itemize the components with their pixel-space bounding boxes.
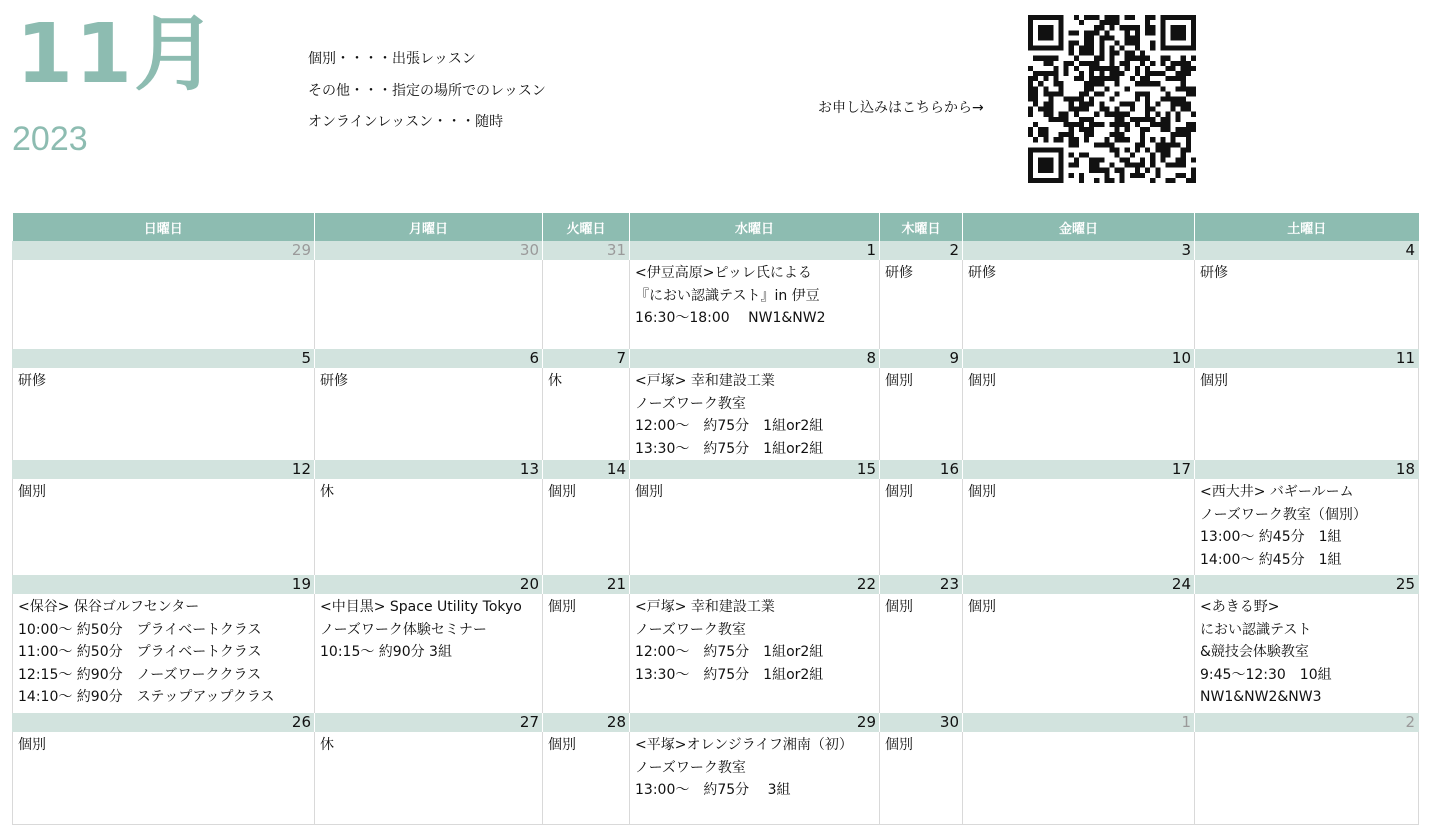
day-number: 9 — [880, 349, 963, 368]
day-number: 18 — [1195, 460, 1419, 479]
year-label: 2023 — [12, 120, 88, 158]
weekday-monday: 月曜日 — [315, 213, 543, 241]
day-cell[interactable] — [880, 732, 963, 824]
day-cell[interactable] — [543, 368, 630, 460]
day-cell[interactable] — [630, 594, 880, 713]
event-line: 14:10〜 約90分 ステップアップクラス — [18, 689, 275, 705]
event-line: 個別 — [885, 484, 913, 500]
day-cell[interactable] — [543, 594, 630, 713]
day-number: 19 — [13, 575, 315, 594]
day-number: 30 — [880, 713, 963, 732]
event-line: 個別 — [18, 484, 46, 500]
event-line: 9:45〜12:30 10組 — [1200, 666, 1332, 683]
day-number: 14 — [543, 460, 630, 479]
day-number: 17 — [963, 460, 1195, 479]
day-number: 22 — [630, 575, 880, 594]
day-cell[interactable] — [880, 594, 963, 713]
weekday-friday: 金曜日 — [963, 213, 1195, 241]
event-line: 休 — [548, 373, 562, 389]
day-number: 29 — [13, 241, 315, 260]
event-line: 研修 — [1200, 265, 1228, 281]
day-number: 16 — [880, 460, 963, 479]
day-number: 11 — [1195, 349, 1419, 368]
event-line: <平塚>オレンジライフ湘南（初） — [635, 737, 853, 753]
event-line: 休 — [320, 737, 334, 753]
day-cell[interactable] — [1195, 594, 1419, 713]
event-line: 個別 — [548, 599, 576, 615]
weekday-wednesday: 水曜日 — [630, 213, 880, 241]
event-line: <あきる野> — [1200, 599, 1280, 615]
event-line: 個別 — [1200, 373, 1228, 389]
weekday-header-row — [13, 213, 1419, 241]
day-number: 6 — [315, 349, 543, 368]
event-line: 個別 — [968, 373, 996, 389]
day-cell[interactable] — [315, 594, 543, 713]
event-line: 研修 — [968, 265, 996, 281]
event-line: <戸塚> 幸和建設工業 — [635, 373, 775, 389]
day-cell[interactable] — [1195, 479, 1419, 575]
event-line: 12:00〜 約75分 1組or2組 — [635, 418, 824, 434]
legend-item-individual: 個別・・・・出張レッスン — [308, 51, 476, 67]
day-cell[interactable] — [1195, 260, 1419, 349]
day-number: 25 — [1195, 575, 1419, 594]
event-line: 『におい認識テスト』in 伊豆 — [635, 287, 820, 304]
day-number: 31 — [543, 241, 630, 260]
day-cell[interactable] — [315, 368, 543, 460]
day-number: 2 — [1195, 713, 1419, 732]
event-line: <戸塚> 幸和建設工業 — [635, 599, 775, 615]
day-number: 24 — [963, 575, 1195, 594]
week-date-row — [13, 460, 1419, 479]
day-cell[interactable] — [963, 479, 1195, 575]
event-line: 16:30〜18:00 NW1&NW2 — [635, 310, 826, 326]
day-cell[interactable] — [1195, 732, 1419, 824]
day-cell[interactable] — [880, 368, 963, 460]
event-line: ノーズワーク体験セミナー — [320, 621, 487, 638]
day-cell[interactable] — [13, 260, 315, 349]
calendar-grid — [12, 213, 1419, 825]
day-cell[interactable] — [630, 479, 880, 575]
day-cell[interactable] — [13, 479, 315, 575]
weekday-sunday: 日曜日 — [13, 213, 315, 241]
day-cell[interactable] — [13, 594, 315, 713]
day-number: 30 — [315, 241, 543, 260]
day-number: 1 — [963, 713, 1195, 732]
event-line: 個別 — [885, 373, 913, 389]
month-title: 11月 — [16, 7, 219, 102]
week-event-row — [13, 479, 1419, 575]
week-date-row — [13, 713, 1419, 732]
event-line: 13:00〜 約75分 3組 — [635, 782, 791, 798]
week-event-row — [13, 594, 1419, 713]
day-cell[interactable] — [880, 260, 963, 349]
day-number: 20 — [315, 575, 543, 594]
week-date-row — [13, 241, 1419, 260]
day-number: 7 — [543, 349, 630, 368]
day-number: 15 — [630, 460, 880, 479]
week-event-row — [13, 368, 1419, 460]
day-number: 12 — [13, 460, 315, 479]
day-number: 4 — [1195, 241, 1419, 260]
event-line: <伊豆高原>ピッレ氏による — [635, 265, 812, 281]
day-cell[interactable] — [315, 732, 543, 824]
apply-prompt: お申し込みはこちらから→ — [818, 100, 984, 116]
event-line: 13:30〜 約75分 1組or2組 — [635, 440, 824, 457]
event-line: NW1&NW2&NW3 — [1200, 689, 1322, 705]
event-line: 研修 — [885, 265, 913, 281]
week-event-row — [13, 260, 1419, 349]
event-line: 11:00〜 約50分 プライベートクラス — [18, 644, 262, 660]
weekday-thursday: 木曜日 — [880, 213, 963, 241]
day-cell[interactable] — [543, 732, 630, 824]
day-cell[interactable] — [630, 732, 880, 824]
event-line: 個別 — [18, 737, 46, 753]
lesson-type-legend — [308, 50, 546, 145]
day-number: 5 — [13, 349, 315, 368]
event-line: 12:00〜 約75分 1組or2組 — [635, 644, 824, 660]
day-cell[interactable] — [13, 732, 315, 824]
day-number: 29 — [630, 713, 880, 732]
day-cell[interactable] — [543, 260, 630, 349]
event-line: 個別 — [548, 484, 576, 500]
event-line: 10:15〜 約90分 3組 — [320, 644, 452, 660]
event-line: 12:15〜 約90分 ノーズワーククラス — [18, 666, 262, 683]
day-number: 13 — [315, 460, 543, 479]
day-number: 26 — [13, 713, 315, 732]
day-cell[interactable] — [1195, 368, 1419, 460]
event-line: 13:30〜 約75分 1組or2組 — [635, 666, 824, 683]
day-number: 23 — [880, 575, 963, 594]
day-number: 28 — [543, 713, 630, 732]
event-line: におい認識テスト — [1200, 621, 1312, 638]
event-line: ノーズワーク教室 — [635, 621, 746, 638]
event-line: <保谷> 保谷ゴルフセンター — [18, 599, 200, 615]
day-cell[interactable] — [963, 732, 1195, 824]
legend-item-other: その他・・・指定の場所でのレッスン — [308, 82, 546, 99]
day-cell[interactable] — [963, 260, 1195, 349]
event-line: 個別 — [968, 599, 996, 615]
event-line: ノーズワーク教室 — [635, 759, 746, 776]
legend-item-online: オンラインレッスン・・・随時 — [308, 114, 504, 130]
day-cell[interactable] — [963, 368, 1195, 460]
event-line: 個別 — [968, 484, 996, 500]
day-number: 8 — [630, 349, 880, 368]
event-line: 14:00〜 約45分 1組 — [1200, 551, 1342, 568]
week-date-row — [13, 575, 1419, 594]
event-line: <中目黒> Space Utility Tokyo — [320, 599, 522, 615]
day-number: 10 — [963, 349, 1195, 368]
day-cell[interactable] — [315, 479, 543, 575]
day-cell[interactable] — [880, 479, 963, 575]
day-number: 3 — [963, 241, 1195, 260]
week-date-row — [13, 349, 1419, 368]
day-cell[interactable] — [13, 368, 315, 460]
event-line: <西大井> バギールーム — [1200, 484, 1354, 500]
event-line: 個別 — [635, 484, 663, 500]
event-line: 13:00〜 約45分 1組 — [1200, 529, 1342, 545]
week-event-row — [13, 732, 1419, 824]
event-line: 個別 — [885, 737, 913, 753]
event-line: 個別 — [885, 599, 913, 615]
day-cell[interactable] — [630, 368, 880, 460]
event-line: ノーズワーク教室 — [635, 395, 746, 412]
day-number: 21 — [543, 575, 630, 594]
event-line: 研修 — [18, 373, 46, 389]
event-line: 休 — [320, 484, 334, 500]
day-cell[interactable] — [630, 260, 880, 349]
day-cell[interactable] — [315, 260, 543, 349]
weekday-tuesday: 火曜日 — [543, 213, 630, 241]
event-line: 個別 — [548, 737, 576, 753]
day-cell[interactable] — [543, 479, 630, 575]
event-line: &競技会体験教室 — [1200, 644, 1309, 660]
event-line: 10:00〜 約50分 プライベートクラス — [18, 621, 262, 638]
day-number: 2 — [880, 241, 963, 260]
day-number: 1 — [630, 241, 880, 260]
day-number: 27 — [315, 713, 543, 732]
weekday-saturday: 土曜日 — [1195, 213, 1419, 241]
event-line: 研修 — [320, 373, 348, 389]
day-cell[interactable] — [963, 594, 1195, 713]
qr-code-icon[interactable] — [1028, 15, 1196, 183]
event-line: ノーズワーク教室（個別） — [1200, 506, 1367, 523]
